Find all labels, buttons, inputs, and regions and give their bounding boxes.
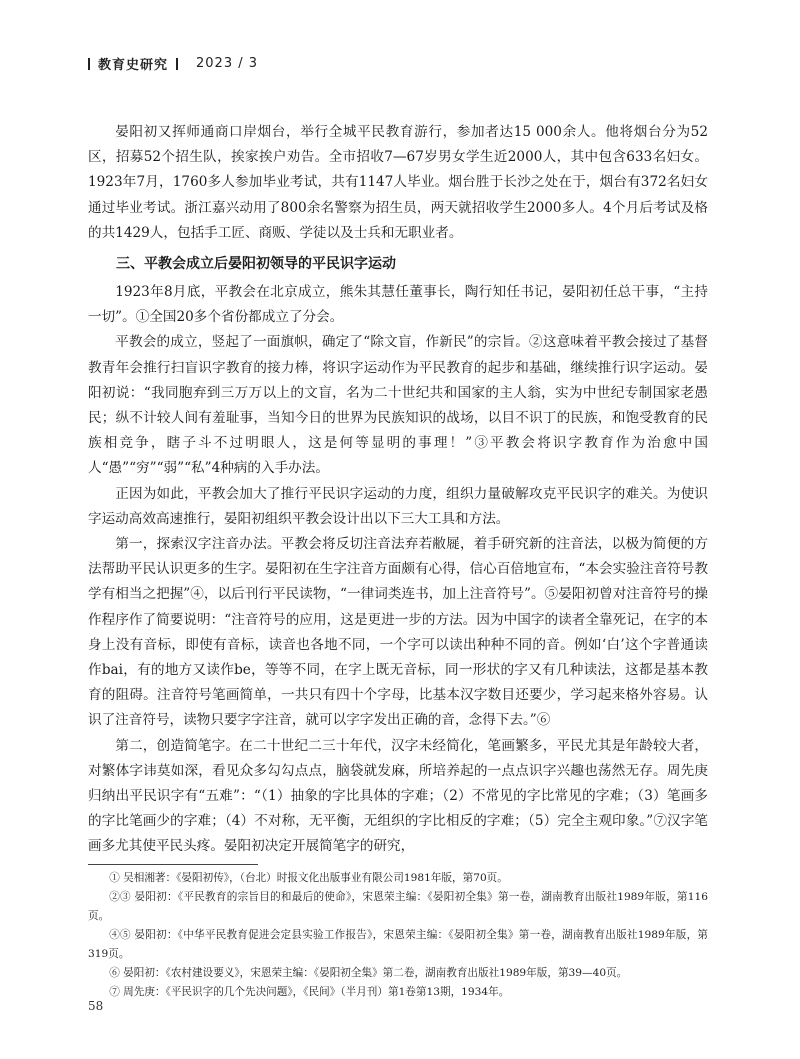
header-bar-left <box>88 58 90 70</box>
footnote-6: ⑥ 晏阳初：《农村建设要义》，宋恩荣主编：《晏阳初全集》第二卷，湖南教育出版社1989年版，第39—40页。 <box>109 967 628 979</box>
header-bar-right <box>176 58 178 70</box>
paragraph-5: 第二，创造简笔字。在二十世纪二三十年代，汉字未经简化，笔画繁多，平民尤其是年龄较大者，对繁体字讳莫如深，看见众多勾勾点点，脑袋就发麻，所培养起的一点点识字兴趣也荡然无存。周先庚归纳出平民识字有“五难”：“（1）抽象的字比具体的字难；（2）不常见的字比常见的字难；（3）笔画多的字比笔画少的字难；（4）不对称，无平衡，无组织的字比相反的字难；（5）完全主观印象。”⑦汉字笔画多尤其使平民头疼。晏阳初决定开展简笔字的研究， <box>88 737 708 855</box>
paragraph-1: 1923年8月底，平教会在北京成立，熊朱其慧任董事长，陶行知任书记，晏阳初任总干事，“主持一切”。①全国20多个省份都成立了分会。 <box>88 284 708 326</box>
paragraph-2: 平教会的成立，竖起了一面旗帜，确定了“除文盲，作新民”的宗旨。②这意味着平教会接过了基督教青年会推行扫盲识字教育的接力棒，将识字运动作为平民教育的起步和基础，继续推行识字运动。晏阳初说：“我同胞弃到三万万以上的文盲，名为二十世纪共和国家的主人翁，实为中世纪专制国家老愚民；纵不计较人间有羞耻事，当知今日的世界为民族知识的战场，以目不识丁的民族，和饱受教育的民族相竞争，瞎子斗不过明眼人，这是何等显明的事理！”③平教会将识字教育作为治愈中国人“愚”“穷”“弱”“私”4种病的入手办法。 <box>88 334 708 477</box>
journal-title: 教育史研究 <box>98 58 169 73</box>
running-header <box>88 54 258 73</box>
footnote-1: ① 吴相湘著：《晏阳初传》，（台北）时报文化出版事业有限公司1981年版，第70页。 <box>109 872 508 884</box>
footnote-divider <box>88 864 258 865</box>
paragraph-4: 第一，探索汉字注音办法。平教会将反切注音法弃若敝屣，着手研究新的注音法，以极为简便的方法帮助平民认识更多的生字。晏阳初在生字注音方面颇有心得，信心百倍地宣布，“本会实验注音符号教学有相当之把握”④，以后刊行平民读物，“一律词类连书，加上注音符号”。⑤晏阳初曾对注音符号的操作程序作了简要说明：“注音符号的应用，这是更进一步的方法。因为中国字的读者全靠死记，在字的本身上没有音标，即使有音标，读音也各地不同，一个字可以读出种种不同的音。例如‘白’这个字普通读作bai，有的地方又读作be，等等不同，在字上既无音标，同一形状的字又有几种读法，这都是基本教育的阻碍。注音符号笔画简单，一共只有四十个字母，比基本汉字数目还要少，学习起来格外容易。认识了注音符号，读物只要字字注音，就可以字字发出正确的音，念得下去。”⑥ <box>88 536 708 729</box>
body-text <box>88 120 708 860</box>
section-heading: 三、平教会成立后晏阳初领导的平民识字运动 <box>116 256 396 273</box>
footnote-4-5: ④⑤ 晏阳初：《中华平民教育促进会定县实验工作报告》，宋恩荣主编：《晏阳初全集》第一卷，湖南教育出版社1989年版，第319页。 <box>88 929 708 960</box>
footnote-2-3: ②③ 晏阳初：《平民教育的宗旨目的和最后的使命》，宋恩荣主编：《晏阳初全集》第一卷，湖南教育出版社1989年版，第116页。 <box>88 891 708 922</box>
issue-number: 2023 / 3 <box>196 56 259 71</box>
page-number: 58 <box>88 999 104 1013</box>
footnote-7: ⑦ 周先庚：《平民识字的几个先决问题》，《民间》（半月刊）第1卷第13期，1934年。 <box>109 986 510 998</box>
footnotes <box>88 869 708 1002</box>
paragraph-3: 正因为如此，平教会加大了推行平民识字运动的力度，组织力量破解攻克平民识字的难关。为使识字运动高效高速推行，晏阳初组织平教会设计出以下三大工具和方法。 <box>88 485 708 527</box>
paragraph-yantai: 晏阳初又挥师通商口岸烟台，举行全城平民教育游行，参加者达15 000余人。他将烟台分为52区，招募52个招生队，挨家挨户劝告。全市招收7—67岁男女学生近2000人，其中包含633名妇女。1923年7月，1760多人参加毕业考试，共有1147人毕业。烟台胜于长沙之处在于，烟台有372名妇女通过毕业考试。浙江嘉兴动用了800余名警察为招生员，两天就招收学生2000多人。4个月后考试及格的共1429人，包括手工匠、商贩、学徒以及士兵和无职业者。 <box>88 124 708 241</box>
